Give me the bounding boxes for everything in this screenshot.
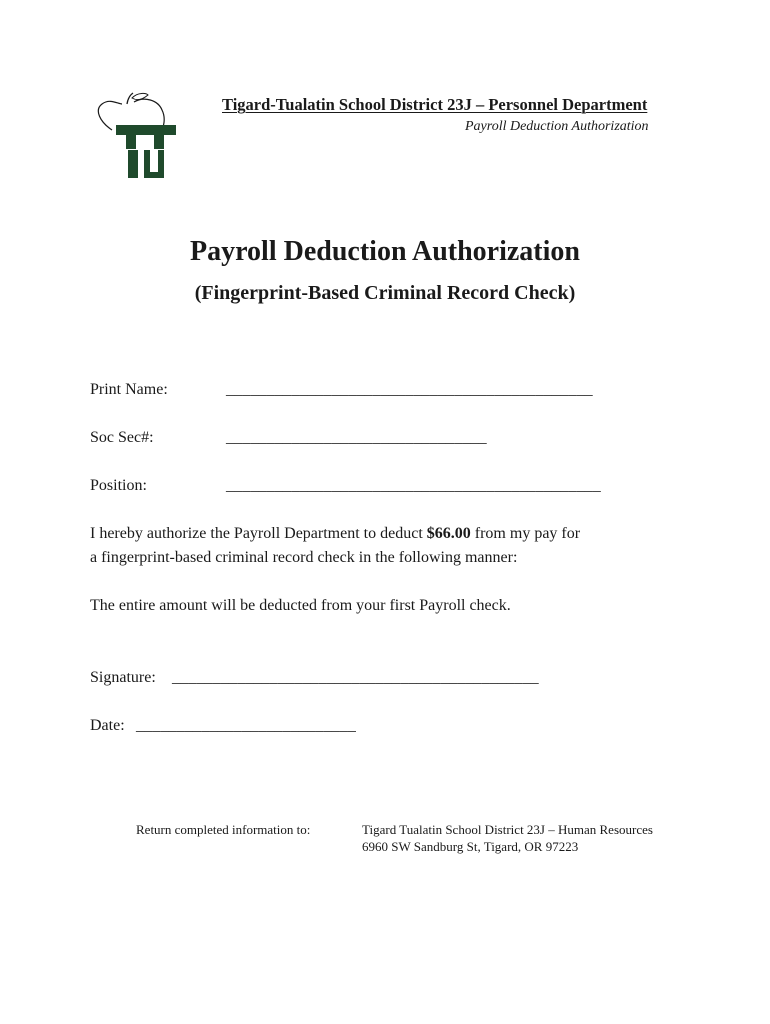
print-name-field[interactable]: _____________________________________________ (226, 381, 593, 398)
position-label: Position: (90, 477, 147, 494)
document-subtitle: (Fingerprint-Based Criminal Record Check) (194, 282, 576, 304)
position-field[interactable]: ______________________________________________ (226, 477, 601, 494)
date-field[interactable]: ___________________________ (136, 717, 357, 734)
return-recipient: Tigard Tualatin School District 23J – Human Resources (362, 822, 653, 837)
date-label: Date: (90, 717, 125, 734)
header-subtitle: Payroll Deduction Authorization (465, 119, 649, 134)
signature-field[interactable]: _____________________________________________ (172, 669, 539, 686)
return-label: Return completed information to: (136, 822, 311, 837)
document-title: Payroll Deduction Authorization (190, 236, 580, 267)
apple-tt-logo-icon (92, 92, 184, 184)
header-title: Tigard-Tualatin School District 23J – Personnel Department (222, 95, 648, 114)
return-address: 6960 SW Sandburg St, Tigard, OR 97223 (362, 839, 579, 854)
soc-sec-label: Soc Sec#: (90, 429, 154, 446)
deduction-amount: $66.00 (426, 525, 471, 542)
soc-sec-field[interactable]: ________________________________ (226, 429, 487, 446)
authorization-line-2: a fingerprint-based criminal record check in the following manner: (90, 549, 518, 566)
signature-label: Signature: (90, 669, 156, 686)
deduction-note: The entire amount will be deducted from your first Payroll check. (90, 597, 511, 614)
print-name-label: Print Name: (90, 381, 168, 398)
authorization-line-1: I hereby authorize the Payroll Department to deduct $66.00 from my pay for (90, 525, 581, 542)
